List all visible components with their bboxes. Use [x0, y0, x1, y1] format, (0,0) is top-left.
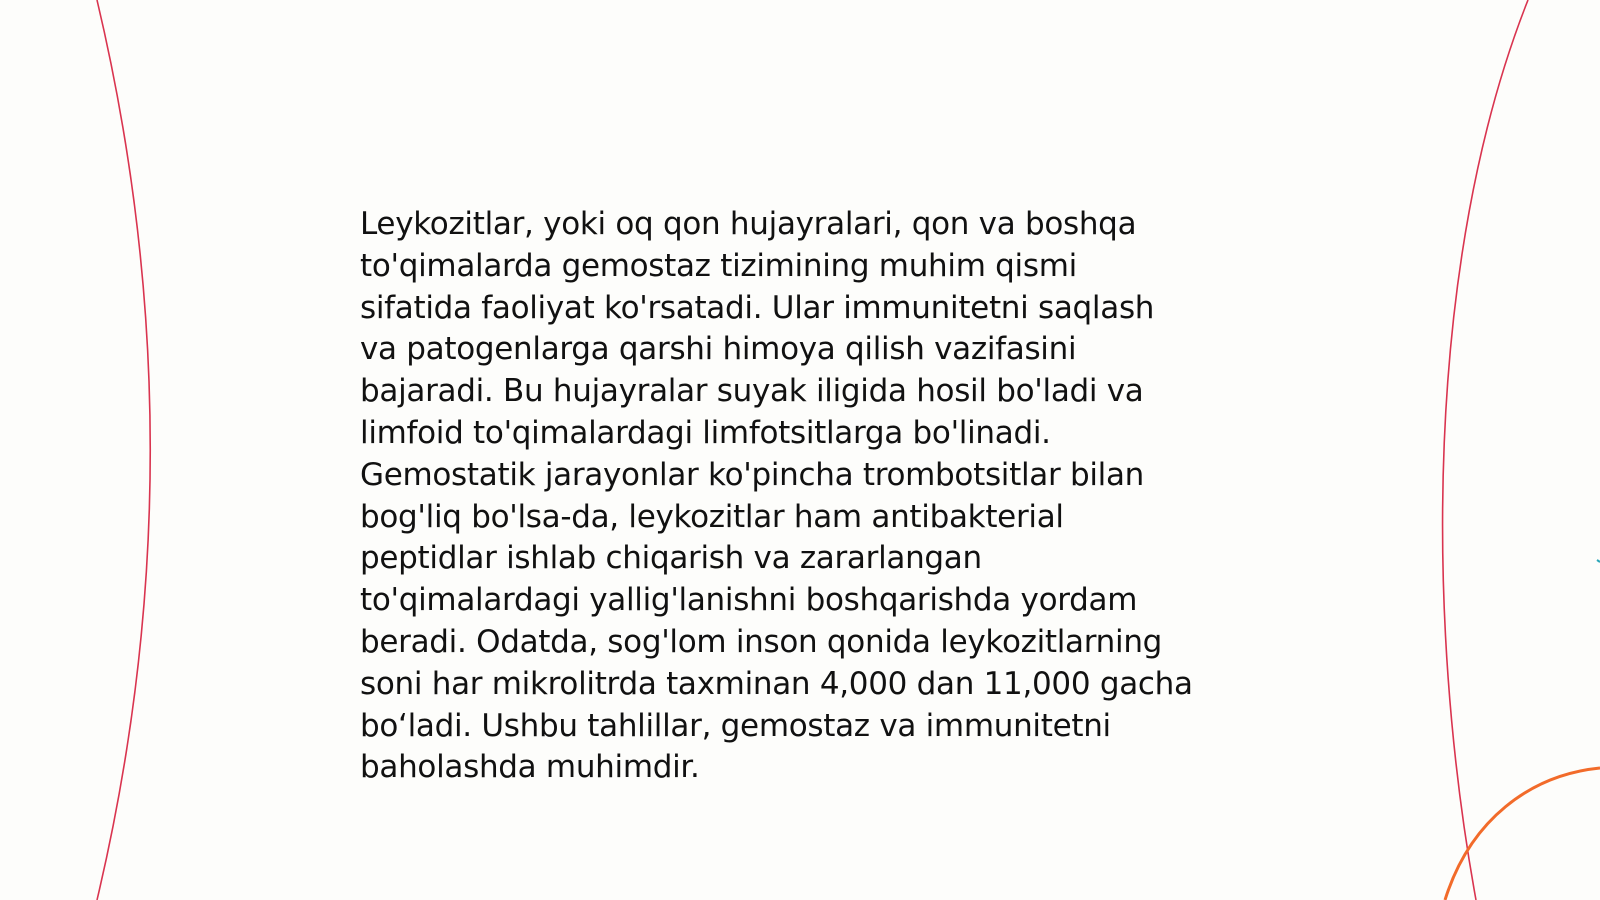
orange-arc [1445, 768, 1600, 900]
paragraph-line: beradi. Odatda, sog'lom inson qonida leykozitlarning [360, 623, 1163, 660]
paragraph-line: to'qimalarda gemostaz tizimining muhim qismi [360, 247, 1077, 284]
paragraph-line: bog'liq bo'lsa-da, leykozitlar ham antibakterial [360, 498, 1064, 535]
paragraph-line: bajaradi. Bu hujayralar suyak iligida hosil bo'ladi va [360, 373, 1144, 410]
paragraph-line: limfoid to'qimalardagi limfotsitlarga bo'linadi. [360, 414, 1051, 451]
left-curve [97, 0, 150, 900]
paragraph-line: baholashda muhimdir. [360, 749, 700, 786]
paragraph-line: sifatida faoliyat ko'rsatadi. Ular immunitetni saqlash [360, 289, 1155, 326]
paragraph-line: bo‘ladi. Ushbu tahlillar, gemostaz va immunitetni [360, 707, 1111, 744]
right-curve [1443, 0, 1528, 900]
paragraph-line: Gemostatik jarayonlar ko'pincha trombotsitlar bilan [360, 456, 1145, 493]
paragraph-line: to'qimalardagi yallig'lanishni boshqarishda yordam [360, 582, 1138, 619]
paragraph-line: Leykozitlar, yoki oq qon hujayralari, qon va boshqa [360, 206, 1137, 242]
body-paragraph [360, 204, 1250, 789]
paragraph-line: soni har mikrolitrda taxminan 4,000 dan 11,000 gacha [360, 665, 1193, 702]
paragraph-line: va patogenlarga qarshi himoya qilish vazifasini [360, 331, 1077, 368]
paragraph-line: peptidlar ishlab chiqarish va zararlangan [360, 540, 982, 577]
